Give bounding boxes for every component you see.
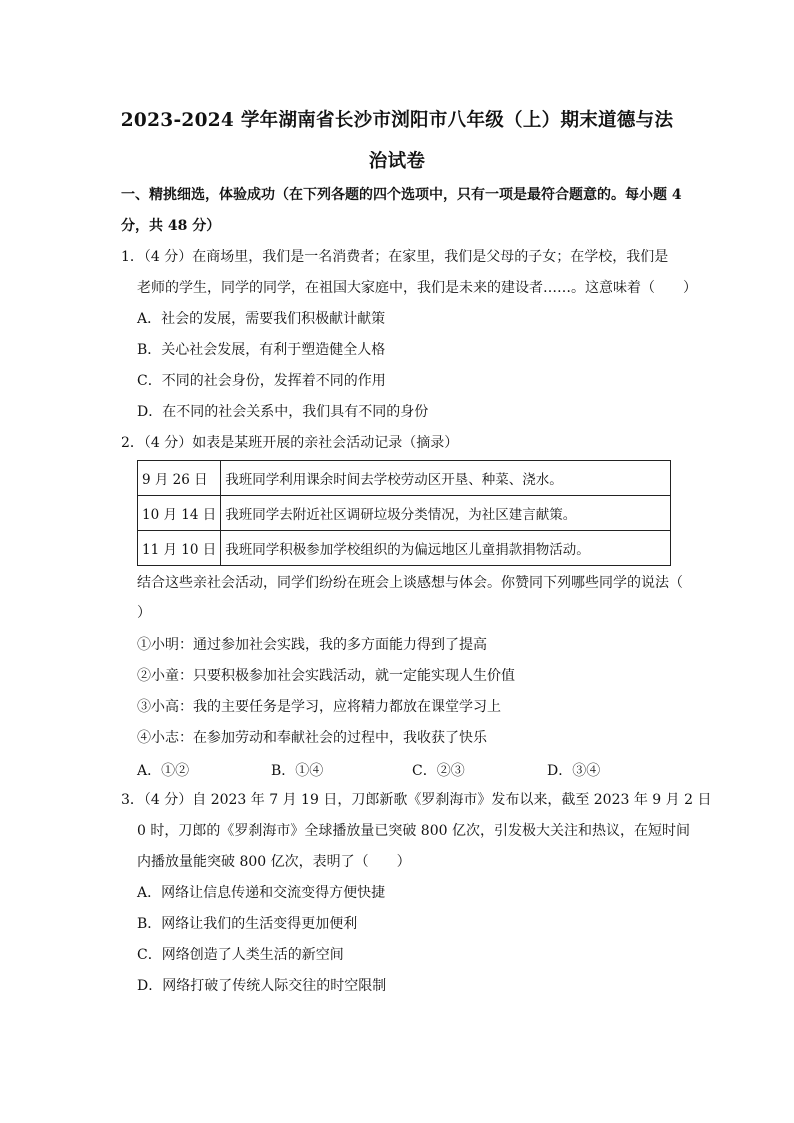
table-row [138, 461, 671, 496]
q3-option-b: B．网络让我们的生活变得更加便利 [137, 916, 358, 932]
q2-choice-a: A．①② [137, 763, 190, 779]
table-cell-date: 11 月 10 日 [138, 531, 221, 566]
q1-option-c: C．不同的社会身份，发挥着不同的作用 [137, 373, 386, 389]
exam-title-line2: 治试卷 [368, 151, 426, 172]
q3-stem-line2: 0 时，刀郎的《罗刹海市》全球播放量已突破 800 亿次，引发极大关注和热议，在短时间 [137, 823, 690, 839]
table-row [138, 531, 671, 566]
q2-choices [137, 760, 657, 780]
table-cell-activity: 我班同学积极参加学校组织的为偏远地区儿童捐款捐物活动。 [221, 531, 671, 566]
q3-option-d: D．网络打破了传统人际交往的时空限制 [137, 978, 387, 994]
q2-choice-c: C．②③ [412, 763, 465, 779]
q2-statement-2: ②小童：只要积极参加社会实践活动，就一定能实现人生价值 [137, 668, 515, 684]
q1-option-a: A．社会的发展，需要我们积极献计献策 [137, 311, 386, 327]
q2-statement-1: ①小明：通过参加社会实践，我的多方面能力得到了提高 [137, 637, 487, 653]
table-row [138, 496, 671, 531]
q1-option-b: B．关心社会发展，有利于塑造健全人格 [137, 342, 386, 358]
q2-prompt-line1: 结合这些亲社会活动，同学们纷纷在班会上谈感想与体会。你赞同下列哪些同学的说法（ [137, 575, 683, 591]
q3-stem-line1: 3．（4 分）自 2023 年 7 月 19 日，刀郎新歌《罗刹海市》发布以来，截至 2023 年 9 月 2 日 [121, 792, 712, 808]
q2-choice-d: D．③④ [547, 763, 601, 779]
table-cell-date: 9 月 26 日 [138, 461, 221, 496]
section-heading-line2: 分，共 48 分） [121, 218, 221, 234]
q3-option-a: A．网络让信息传递和交流变得方便快捷 [137, 885, 386, 901]
table-cell-activity: 我班同学去附近社区调研垃圾分类情况，为社区建言献策。 [221, 496, 671, 531]
table-cell-activity: 我班同学利用课余时间去学校劳动区开垦、种菜、浇水。 [221, 461, 671, 496]
q1-option-d: D．在不同的社会关系中，我们具有不同的身份 [137, 404, 429, 420]
q2-statement-3: ③小高：我的主要任务是学习，应将精力都放在课堂学习上 [137, 699, 501, 715]
q1-stem-line2: 老师的学生，同学的同学，在祖国大家庭中，我们是未来的建设者……。这意味着（ ） [137, 280, 697, 296]
q2-stem: 2．（4 分）如表是某班开展的亲社会活动记录（摘录） [121, 435, 459, 451]
q3-option-c: C．网络创造了人类生活的新空间 [137, 947, 344, 963]
section-heading-line1: 一、精挑细选，体验成功（在下列各题的四个选项中，只有一项是最符合题意的。每小题 4 [121, 187, 682, 203]
q1-stem-line1: 1．（4 分）在商场里，我们是一名消费者；在家里，我们是父母的子女；在学校，我们是 [121, 249, 669, 265]
q2-statement-4: ④小志：在参加劳动和奉献社会的过程中，我收获了快乐 [137, 730, 487, 746]
q3-stem-line3: 内播放量能突破 800 亿次，表明了（ ） [137, 854, 411, 870]
activity-table [137, 460, 671, 566]
q2-prompt-line2: ） [137, 605, 151, 621]
exam-title-line1: 2023-2024 学年湖南省长沙市浏阳市八年级（上）期末道德与法 [120, 110, 674, 131]
q2-choice-b: B．①④ [271, 763, 324, 779]
table-cell-date: 10 月 14 日 [138, 496, 221, 531]
